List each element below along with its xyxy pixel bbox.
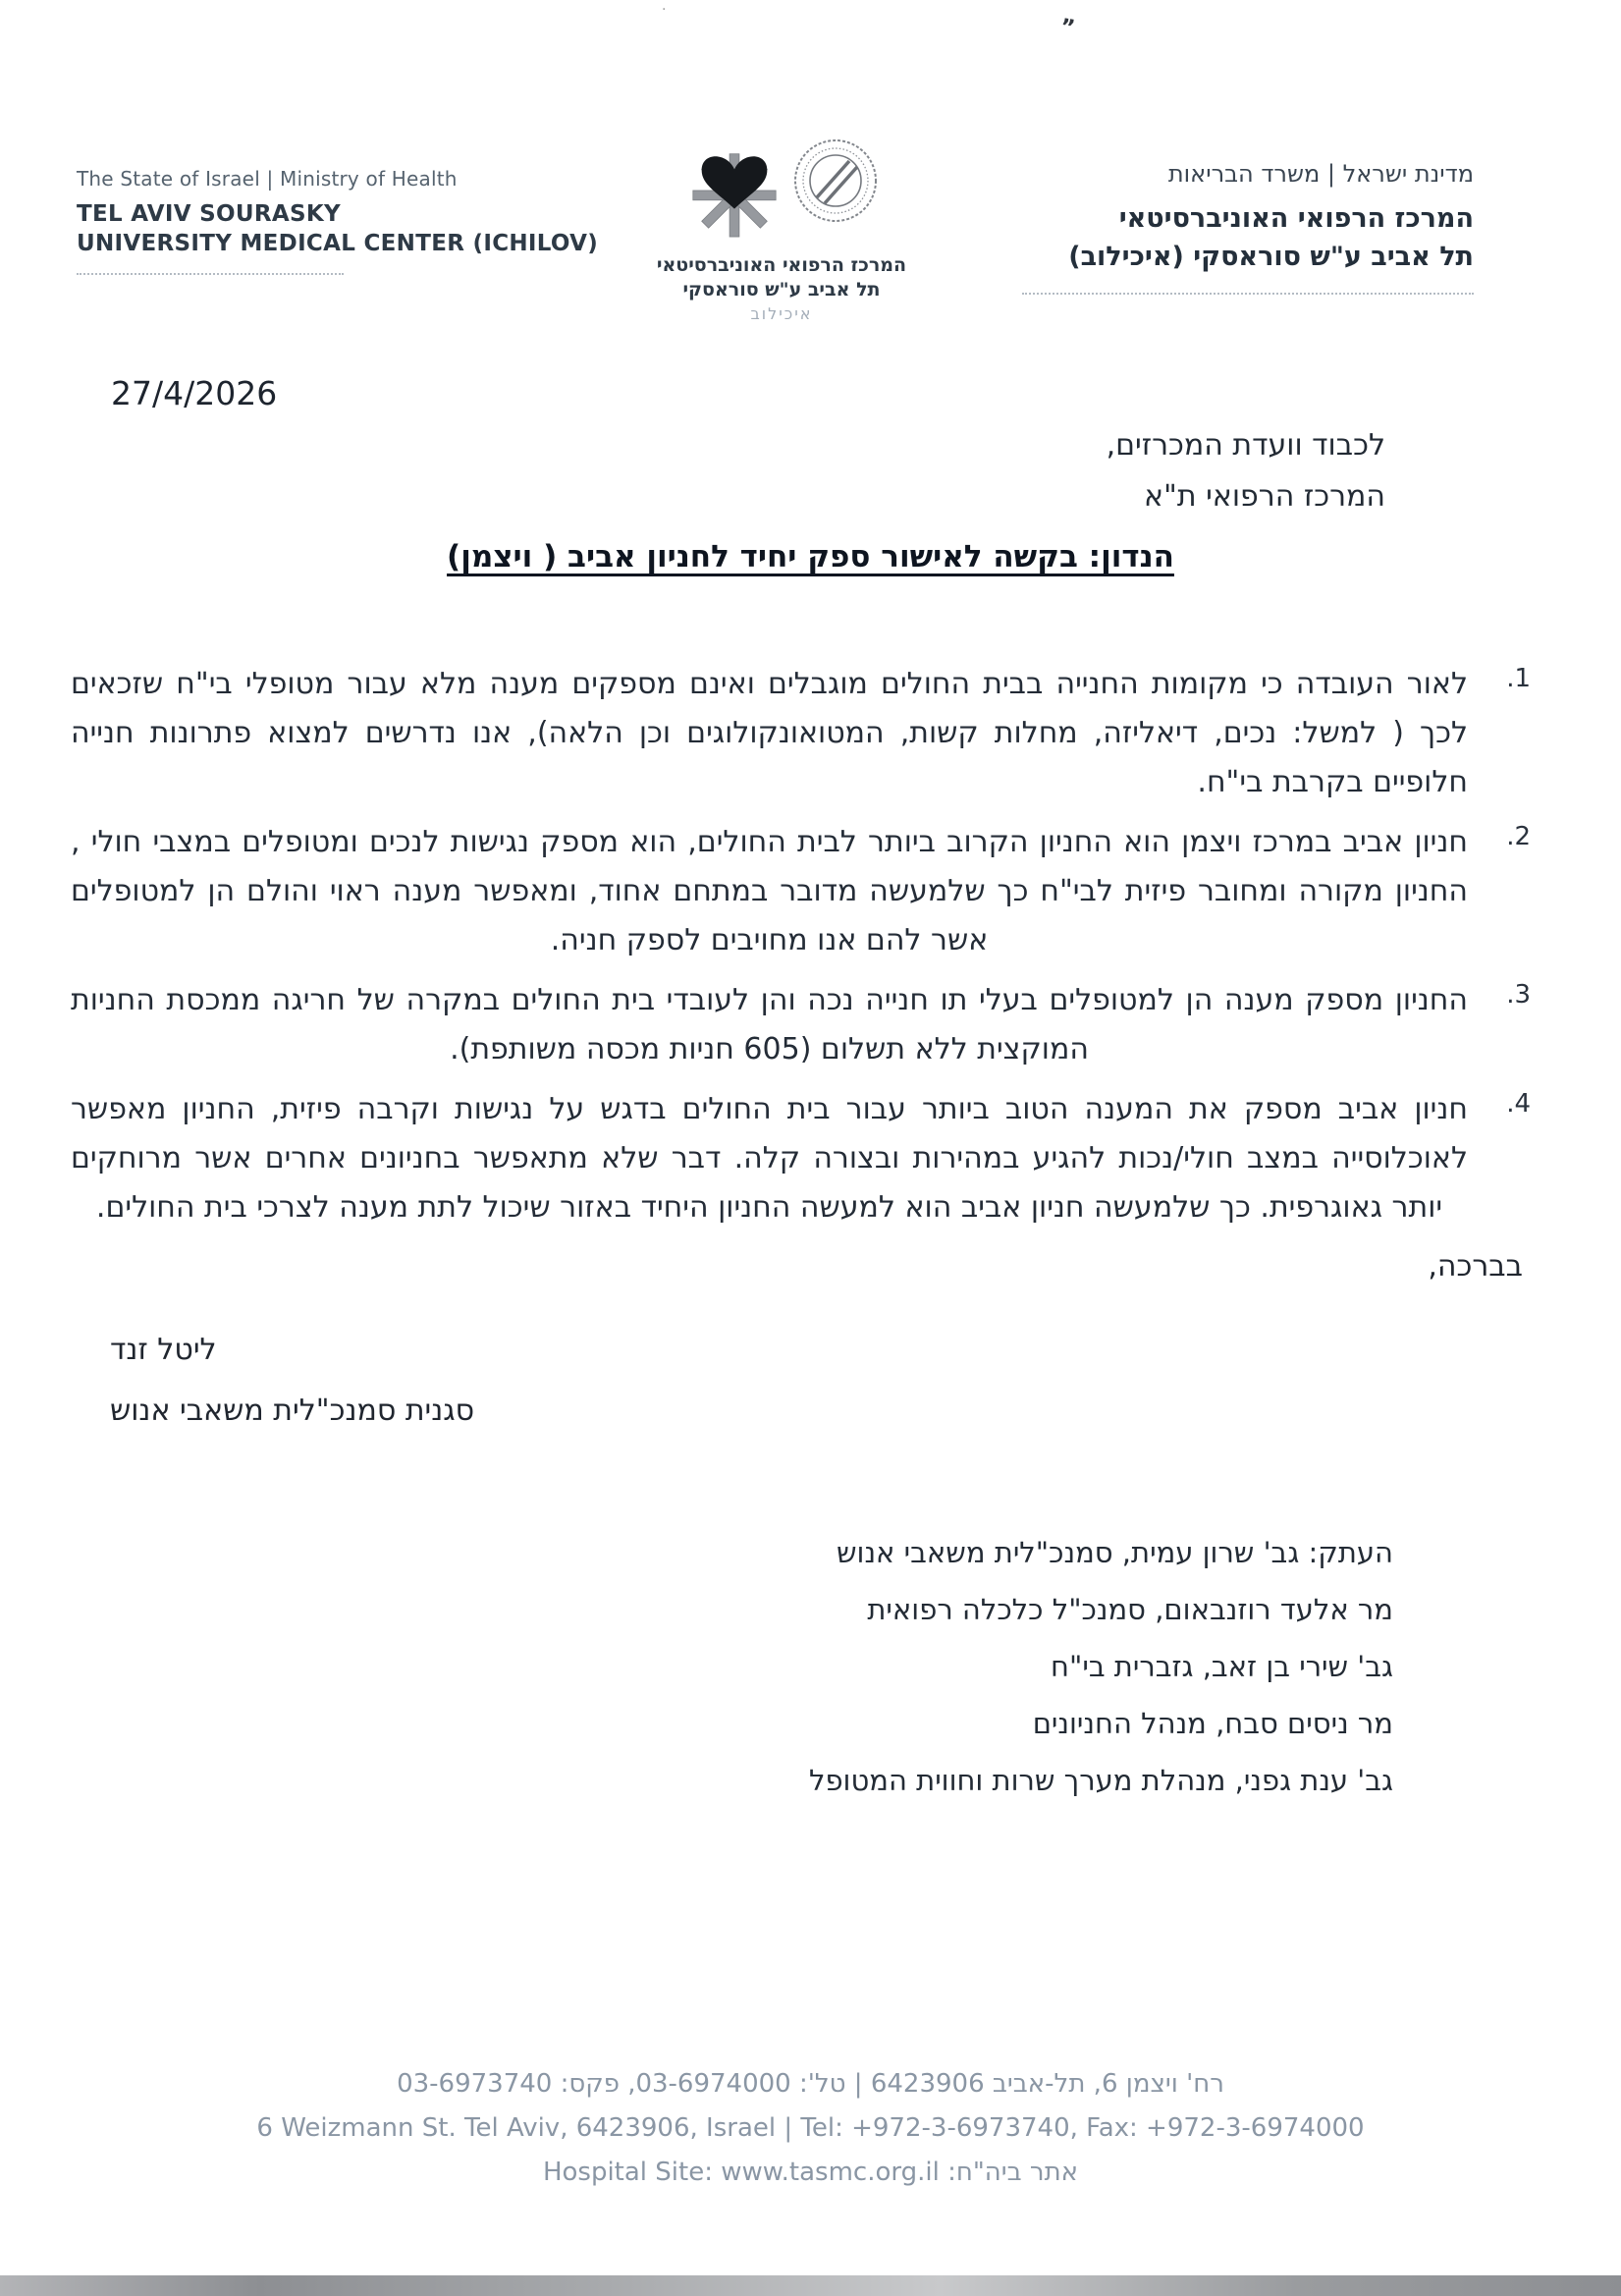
addressee-line2: המרכז הרפואי ת"א xyxy=(1143,479,1385,514)
list-item xyxy=(71,818,1531,965)
item-text: חניון אביב במרכז ויצמן הוא החניון הקרוב ביותר לבית החולים, הוא מספק נגישות לנכים ומטופלים במצבי חולי , החניון מקורה ומחובר פיזית לבי"ח כך שלמעשה מדובר במתחם אחוד, ומאפשר מענה ראוי והולם הן למטופלים אשר להם אנו מחויבים לספק חניה. xyxy=(71,825,1468,957)
hospital-name-en-line1: TEL AVIV SOURASKY xyxy=(77,201,341,227)
item-number: 1. xyxy=(1506,664,1531,693)
hospital-name-he-line2: תל אביב ע"ש סוראסקי (איכילוב) xyxy=(1068,242,1474,272)
hospital-name-he-line1: המרכז הרפואי האוניברסיטאי xyxy=(1118,203,1474,234)
scan-speck: ” xyxy=(1058,15,1077,41)
ministry-line-en: The State of Israel | Ministry of Health xyxy=(77,167,458,191)
item-number: 2. xyxy=(1506,822,1531,851)
cc-line: העתק: גב' שרון עמית, סמנכ"לית משאבי אנוש xyxy=(837,1536,1393,1569)
item-text: החניון מספק מענה הן למטופלים בעלי תו חנייה נכה והן לעובדי בית החולים במקרה של חריגה ממכסת החניות המוקצית ללא תשלום (605 חניות מכסה משותפת). xyxy=(71,983,1468,1066)
header-divider xyxy=(1022,293,1474,295)
list-item xyxy=(71,976,1531,1074)
hospital-name-center-line2: תל אביב ע"ש סוראסקי xyxy=(682,279,881,301)
item-number: 3. xyxy=(1506,980,1531,1010)
ministry-line-he: מדינת ישראל | משרד הבריאות xyxy=(1167,160,1474,188)
cc-line: מר ניסים סבח, מנהל החניונים xyxy=(1032,1707,1393,1740)
signature-block xyxy=(110,1320,474,1442)
footer-address-he: רח' ויצמן 6, תל-אביב 6423906 | טל': 03-6974000, פקס: 03-6973740 xyxy=(397,2069,1224,2099)
letter-footer xyxy=(0,2062,1621,2195)
cc-line: גב' שירי בן זאב, גזברית בי"ח xyxy=(1051,1650,1393,1683)
signer-title: סגנית סמנכ"לית משאבי אנוש xyxy=(110,1394,475,1428)
scanner-edge-artifact xyxy=(0,2275,1621,2296)
logo-row xyxy=(617,137,946,253)
hospital-name-center-line1: המרכז הרפואי האוניברסיטאי xyxy=(656,254,907,276)
body-numbered-list xyxy=(71,660,1531,1243)
footer-address-en: 6 Weizmann St. Tel Aviv, 6423906, Israel | Tel: +972-3-6973740, Fax: +972-3-6974000 xyxy=(256,2113,1365,2143)
hospital-name-center-line3: איכילוב xyxy=(750,304,813,323)
signer-name: ליטל זנד xyxy=(110,1333,217,1367)
footer-site: אתר ביה"ח: Hospital Site: www.tasmc.org.il xyxy=(542,2158,1079,2187)
addressee-block xyxy=(1107,420,1385,522)
cc-line: מר אלעד רוזנבאום, סמנכ"ל כלכלה רפואית xyxy=(867,1593,1393,1626)
letter-date: 27/4/2026 xyxy=(111,374,278,412)
hospital-name-en-line2: UNIVERSITY MEDICAL CENTER (ICHILOV) xyxy=(77,231,599,256)
cc-block xyxy=(809,1524,1393,1809)
heart-asterisk-hospital-logo-icon xyxy=(684,137,784,246)
addressee-line1: לכבוד וועדת המכרזים, xyxy=(1106,428,1385,463)
cc-line: גב' ענת גפני, מנהלת מערך שרות וחווית המטופל xyxy=(808,1764,1393,1797)
accreditation-seal-icon xyxy=(792,137,879,228)
header-english-block xyxy=(77,167,598,275)
item-number: 4. xyxy=(1506,1089,1531,1119)
header-logo-block xyxy=(617,137,946,323)
subject-line: הנדון: בקשה לאישור ספק יחיד לחניון אביב ( ויצמן) xyxy=(447,539,1174,574)
header-divider xyxy=(77,273,344,275)
list-item xyxy=(71,1085,1531,1232)
item-text: לאור העובדה כי מקומות החנייה בבית החולים מוגבלים ואינם מספקים מענה מלא עבור מטופלי בי"ח שזכאים לכך ( למשל: נכים, דיאליזה, מחלות קשות, המטואונקולוגים וכן הלאה), אנו נדרשים למצוא פתרונות חנייה חלופיים בקרבת בי"ח. xyxy=(71,667,1468,799)
list-item xyxy=(71,660,1531,807)
item-text: חניון אביב מספק את המענה הטוב ביותר עבור בית החולים בדגש על נגישות וקרבה פיזית, החניון מאפשר לאוכלוסייה במצב חולי/נכות להגיע במהירות ובצורה קלה. דבר שלא מתאפשר בחניונים אחרים אשר מרוחקים יותר גאוגרפית. כך שלמעשה חניון אביב הוא למעשה החניון היחיד באזור שיכול לתת מענה לצרכי בית החולים. xyxy=(71,1092,1468,1225)
closing-line: בברכה, xyxy=(1428,1249,1523,1284)
scan-speck: · xyxy=(662,2,667,18)
header-hebrew-block xyxy=(1068,160,1474,295)
